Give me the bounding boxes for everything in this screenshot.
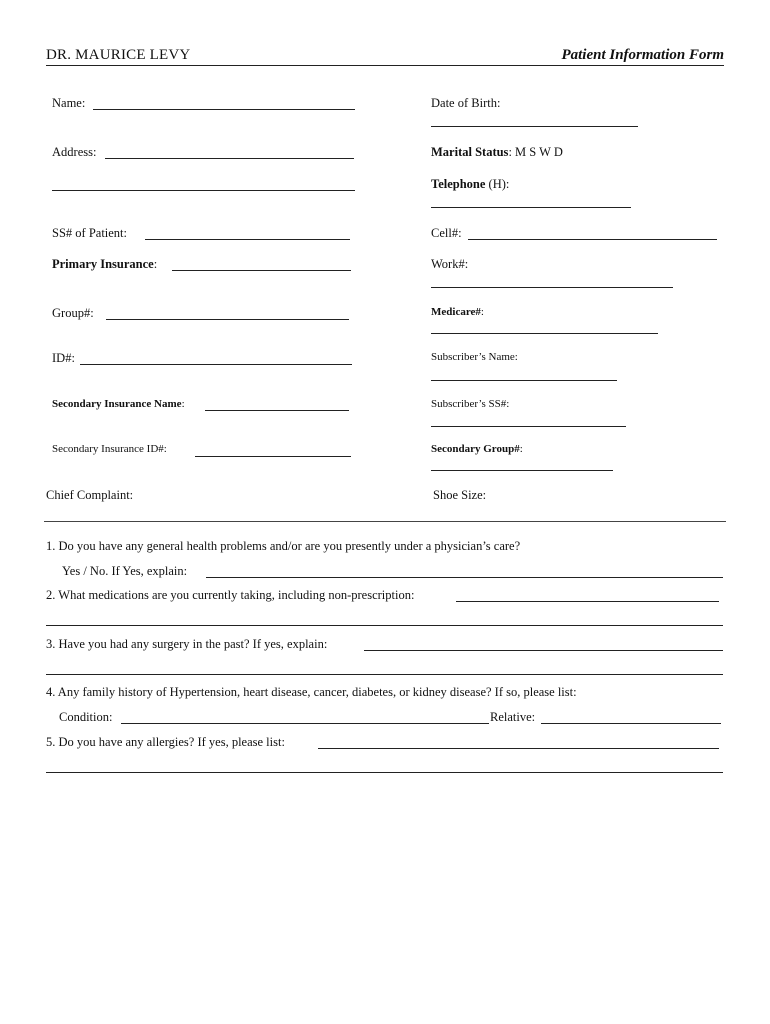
question-4-relative-field[interactable] [541, 723, 721, 724]
marital-status-text: Marital Status [431, 145, 509, 159]
name-label: Name: [52, 96, 86, 110]
form-title: Patient Information Form [561, 47, 724, 63]
secondary-group-label: Secondary Group#: [431, 443, 523, 455]
question-1-followup: Yes / No. If Yes, explain: [62, 564, 188, 578]
chief-complaint-label: Chief Complaint: [46, 488, 134, 502]
address-label: Address: [52, 145, 97, 159]
question-4: 4. Any family history of Hypertension, heart disease, cancer, diabetes, or kidney disease? If so, please list: [46, 685, 577, 699]
name-field[interactable] [93, 109, 355, 110]
question-2: 2. What medications are you currently taking, including non-prescription: [46, 588, 415, 602]
secondary-insurance-name-text: Secondary Insurance Name [52, 398, 182, 410]
primary-insurance-label: Primary Insurance: [52, 257, 158, 271]
cell-label: Cell#: [431, 226, 462, 240]
id-field[interactable] [80, 364, 352, 365]
question-5: 5. Do you have any allergies? If yes, please list: [46, 735, 285, 749]
group-label: Group#: [52, 306, 94, 320]
date-of-birth-label: Date of Birth: [431, 96, 501, 110]
date-of-birth-field[interactable] [431, 126, 638, 127]
question-3-answer-field[interactable] [364, 650, 723, 651]
question-5-answer-field-line-2[interactable] [46, 772, 723, 773]
address-field-line-2[interactable] [52, 190, 355, 191]
subscriber-name-label: Subscriber’s Name: [431, 351, 518, 363]
telephone-suffix: (H): [485, 177, 510, 191]
doctor-name: DR. MAURICE LEVY [46, 47, 191, 63]
work-label: Work#: [431, 257, 469, 271]
id-label: ID#: [52, 351, 75, 365]
subscriber-ss-label: Subscriber’s SS#: [431, 398, 510, 410]
medicare-text: Medicare# [431, 306, 481, 318]
telephone-text: Telephone [431, 177, 486, 191]
primary-insurance-field[interactable] [172, 270, 351, 271]
question-2-answer-field[interactable] [456, 601, 719, 602]
ss-of-patient-label: SS# of Patient: [52, 226, 128, 240]
ss-of-patient-field[interactable] [145, 239, 350, 240]
question-1: 1. Do you have any general health problems and/or are you presently under a physician’s care? [46, 539, 521, 553]
question-2-answer-field-line-2[interactable] [46, 625, 723, 626]
question-1-answer-field[interactable] [206, 577, 723, 578]
question-4-relative-label: Relative: [490, 710, 536, 724]
shoe-size-label: Shoe Size: [433, 488, 487, 502]
secondary-group-text: Secondary Group# [431, 443, 520, 455]
secondary-insurance-name-field[interactable] [205, 410, 349, 411]
marital-status-options[interactable]: : M S W D [508, 145, 563, 159]
telephone-label [431, 177, 509, 192]
medicare-label: Medicare#: [431, 306, 484, 318]
marital-status-label [431, 145, 563, 160]
form-header [46, 46, 724, 66]
medicare-field[interactable] [431, 333, 658, 334]
question-4-condition-label: Condition: [59, 710, 113, 724]
question-4-condition-field[interactable] [121, 723, 489, 724]
address-field-line-1[interactable] [105, 158, 354, 159]
telephone-field[interactable] [431, 207, 631, 208]
cell-field[interactable] [468, 239, 717, 240]
question-5-answer-field[interactable] [318, 748, 719, 749]
secondary-group-field[interactable] [431, 470, 613, 471]
group-field[interactable] [106, 319, 349, 320]
subscriber-name-field[interactable] [431, 380, 617, 381]
secondary-insurance-id-label: Secondary Insurance ID#: [52, 443, 167, 455]
work-field[interactable] [431, 287, 673, 288]
question-3-answer-field-line-2[interactable] [46, 674, 723, 675]
section-divider [44, 521, 726, 522]
primary-insurance-text: Primary Insurance [52, 257, 154, 271]
question-3: 3. Have you had any surgery in the past? If yes, explain: [46, 637, 328, 651]
subscriber-ss-field[interactable] [431, 426, 626, 427]
secondary-insurance-name-label: Secondary Insurance Name: [52, 398, 185, 410]
secondary-insurance-id-field[interactable] [195, 456, 351, 457]
